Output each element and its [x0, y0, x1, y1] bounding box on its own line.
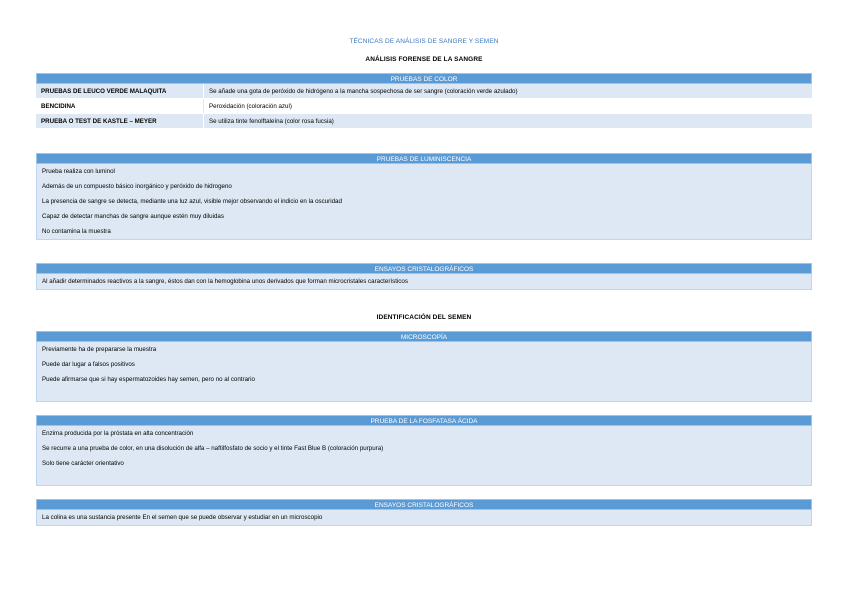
test-description: Se utiliza tinte fenolftaleína (color rosa fucsia): [204, 114, 813, 129]
document-title: TÉCNICAS DE ANÁLISIS DE SANGRE Y SEMEN: [349, 38, 499, 45]
list-item: Capaz de detectar manchas de sangre aunque estén muy diluidas: [42, 213, 224, 220]
acid-phosphatase-header: PRUEBA DE LA FOSFATASA ÁCIDA: [36, 415, 812, 426]
crystallographic-semen-header: ENSAYOS CRISTALOGRÁFICOS: [36, 499, 812, 510]
color-tests-header: PRUEBAS DE COLOR: [36, 73, 812, 84]
microscopy-table: [36, 331, 812, 402]
list-item: Prueba realiza con luminol: [42, 168, 115, 175]
list-item: Solo tiene carácter orientativo: [42, 460, 124, 467]
crystallographic-blood-table: [36, 263, 812, 290]
acid-phosphatase-table: [36, 415, 812, 486]
table-row: [36, 114, 812, 129]
test-description: Se añade una gota de peróxido de hidrógeno a la mancha sospechosa de ser sangre (coloración verde azulado): [204, 84, 813, 99]
list-item: Además de un compuesto básico inorgánico y peróxido de hidrogeno: [42, 183, 232, 190]
crystallographic-blood-header: ENSAYOS CRISTALOGRÁFICOS: [36, 263, 812, 274]
luminescence-header: PRUEBAS DE LUMINISCENCIA: [36, 153, 812, 164]
test-name: PRUEBAS DE LEUCO VERDE MALAQUITA: [36, 84, 204, 99]
section-title-semen: IDENTIFICACIÓN DEL SEMEN: [376, 314, 472, 321]
section-title-sangre: ANÁLISIS FORENSE DE LA SANGRE: [365, 56, 483, 63]
test-name: BENCIDINA: [36, 99, 204, 114]
list-item: La presencia de sangre se detecta, mediante una luz azul, visible mejor observando el indicio en la oscuridad: [42, 198, 342, 205]
list-item: Enzima producida por la próstata en alta concentración: [42, 430, 194, 437]
microscopy-header: MICROSCOPÍA: [36, 331, 812, 342]
list-item: Al añadir determinados reactivos a la sangre, éstos dan con la hemoglobina unos derivados que forman microcristales característicos: [42, 278, 408, 285]
list-item: La colina es una sustancia presente En el semen que se puede observar y estudiar en un microscopio: [42, 514, 323, 521]
list-item: No contamina la muestra: [42, 228, 111, 235]
test-name: PRUEBA O TEST DE KASTLE – MEYER: [36, 114, 204, 129]
list-item: Previamente ha de prepararse la muestra: [42, 346, 157, 353]
test-description: Peroxidación (coloración azul): [204, 99, 813, 114]
list-item: Puede afirmarse que si hay espermatozoides hay semen, pero no al contrario: [42, 376, 255, 383]
list-item: Puede dar lugar a falsos positivos: [42, 361, 135, 368]
table-row: [36, 99, 812, 114]
table-row: [36, 84, 812, 99]
crystallographic-semen-table: [36, 499, 812, 526]
color-tests-table: [36, 73, 812, 129]
luminescence-table: [36, 153, 812, 240]
list-item: Se recurre a una prueba de color, en una disolución de alfa – naftilfosfato de socio y el tinte Fast Blue B (coloración purpura): [42, 445, 384, 452]
